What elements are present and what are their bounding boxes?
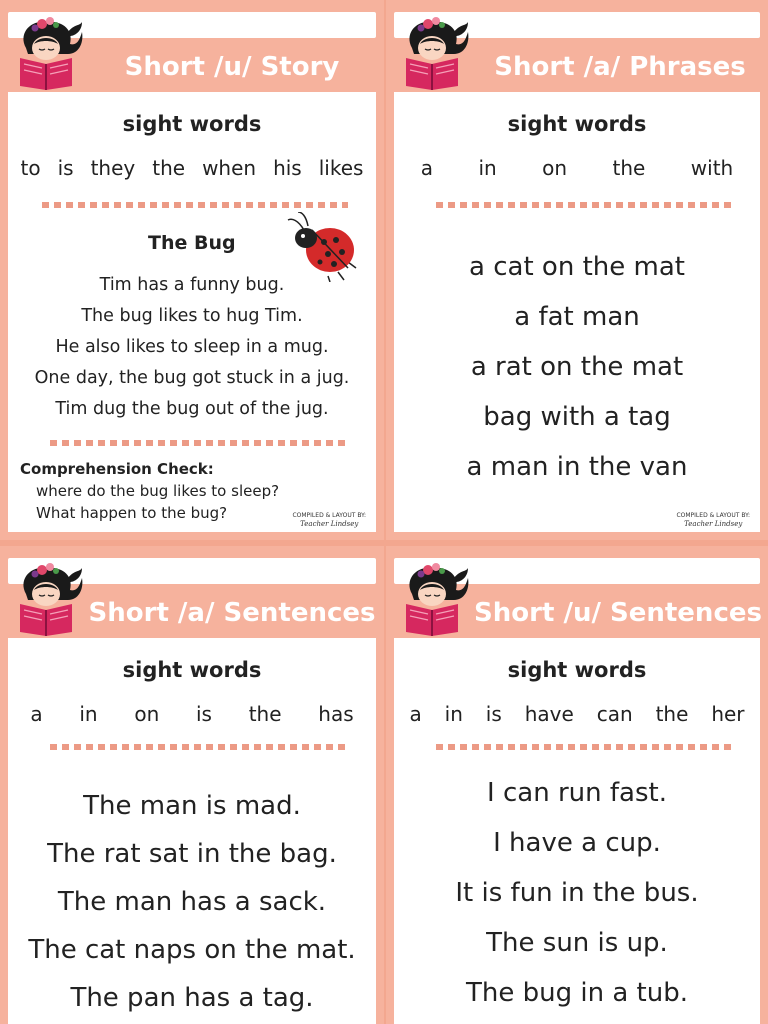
text-line: The sun is up. bbox=[486, 928, 668, 958]
sight-word: have bbox=[524, 702, 574, 726]
sight-words-row bbox=[8, 156, 376, 180]
sight-word: they bbox=[90, 156, 136, 180]
comprehension-question: where do the bug likes to sleep? bbox=[36, 482, 280, 500]
card-title: Short /u/ Sentences bbox=[474, 598, 762, 628]
comprehension-question: What happen to the bug? bbox=[36, 504, 228, 522]
text-line: a rat on the mat bbox=[470, 352, 684, 382]
text-line: The rat sat in the bag. bbox=[47, 839, 337, 869]
signature: Teacher Lindsey bbox=[684, 520, 743, 528]
sight-word: is bbox=[57, 156, 74, 180]
card-title: Short /u/ Story bbox=[124, 52, 340, 82]
card-panel bbox=[8, 92, 376, 532]
dotted-divider bbox=[42, 202, 348, 208]
sight-word: to bbox=[20, 156, 41, 180]
text-line: a cat on the mat bbox=[469, 252, 685, 282]
text-line: The bug in a tub. bbox=[466, 978, 688, 1008]
signature: Teacher Lindsey bbox=[300, 520, 359, 528]
sight-word: can bbox=[596, 702, 633, 726]
sight-words-heading: sight words bbox=[122, 658, 262, 682]
sight-word: is bbox=[195, 702, 212, 726]
sight-words-row bbox=[394, 702, 760, 726]
sight-word: a bbox=[420, 156, 433, 180]
sentence-lines bbox=[394, 768, 760, 1018]
sight-word: in bbox=[478, 156, 497, 180]
sight-word: a bbox=[30, 702, 43, 726]
text-line: He also likes to sleep in a mug. bbox=[55, 337, 329, 357]
story-title: The Bug bbox=[148, 232, 236, 254]
dotted-divider bbox=[50, 744, 348, 750]
sight-words-row bbox=[8, 702, 376, 726]
comprehension-heading: Comprehension Check: bbox=[20, 460, 214, 478]
sight-word: has bbox=[318, 702, 354, 726]
girl-reading-icon bbox=[8, 560, 84, 636]
sight-word: his bbox=[273, 156, 302, 180]
text-line: I have a cup. bbox=[493, 828, 661, 858]
card-short-u-story bbox=[0, 0, 384, 540]
card-title: Short /a/ Phrases bbox=[494, 52, 746, 82]
card-title: Short /a/ Sentences bbox=[88, 598, 376, 628]
story-lines bbox=[8, 270, 376, 425]
card-panel bbox=[394, 92, 760, 532]
credit: COMPILED & LAYOUT BY: Teacher Lindsey bbox=[676, 512, 750, 528]
sight-word: in bbox=[79, 702, 98, 726]
text-line: a man in the van bbox=[466, 452, 688, 482]
text-line: The man is mad. bbox=[83, 791, 301, 821]
sight-word: likes bbox=[318, 156, 364, 180]
sight-words-heading: sight words bbox=[507, 112, 647, 136]
sight-word: with bbox=[690, 156, 734, 180]
sentence-lines bbox=[8, 782, 376, 1022]
dotted-divider bbox=[50, 440, 348, 446]
card-panel bbox=[394, 638, 760, 1024]
sight-word: when bbox=[202, 156, 257, 180]
text-line: The pan has a tag. bbox=[70, 983, 314, 1013]
sight-word: on bbox=[134, 702, 160, 726]
sight-word: the bbox=[612, 156, 646, 180]
text-line: One day, the bug got stuck in a jug. bbox=[34, 368, 350, 388]
phrase-lines bbox=[394, 242, 760, 492]
text-line: The bug likes to hug Tim. bbox=[81, 306, 303, 326]
dotted-divider bbox=[436, 744, 732, 750]
text-line: a fat man bbox=[514, 302, 640, 332]
sight-word: in bbox=[444, 702, 463, 726]
card-short-a-sentences bbox=[0, 546, 384, 1024]
sight-word: a bbox=[409, 702, 422, 726]
sight-words-row bbox=[394, 156, 760, 180]
text-line: It is fun in the bus. bbox=[455, 878, 699, 908]
sight-words-heading: sight words bbox=[122, 112, 262, 136]
text-line: The man has a sack. bbox=[57, 887, 327, 917]
card-short-u-sentences bbox=[386, 546, 768, 1024]
girl-reading-icon bbox=[394, 14, 470, 90]
sight-word: the bbox=[152, 156, 186, 180]
sight-word: her bbox=[711, 702, 745, 726]
sight-word: the bbox=[248, 702, 282, 726]
text-line: I can run fast. bbox=[487, 778, 667, 808]
girl-reading-icon bbox=[394, 560, 470, 636]
sight-words-heading: sight words bbox=[507, 658, 647, 682]
card-short-a-phrases bbox=[386, 0, 768, 540]
card-panel bbox=[8, 638, 376, 1024]
credit: COMPILED & LAYOUT BY: Teacher Lindsey bbox=[292, 512, 366, 528]
dotted-divider bbox=[436, 202, 732, 208]
sight-word: the bbox=[655, 702, 689, 726]
text-line: bag with a tag bbox=[483, 402, 671, 432]
text-line: Tim has a funny bug. bbox=[99, 275, 285, 295]
girl-reading-icon bbox=[8, 14, 84, 90]
text-line: The cat naps on the mat. bbox=[28, 935, 356, 965]
sight-word: on bbox=[542, 156, 568, 180]
text-line: Tim dug the bug out of the jug. bbox=[55, 399, 329, 419]
sight-word: is bbox=[485, 702, 502, 726]
